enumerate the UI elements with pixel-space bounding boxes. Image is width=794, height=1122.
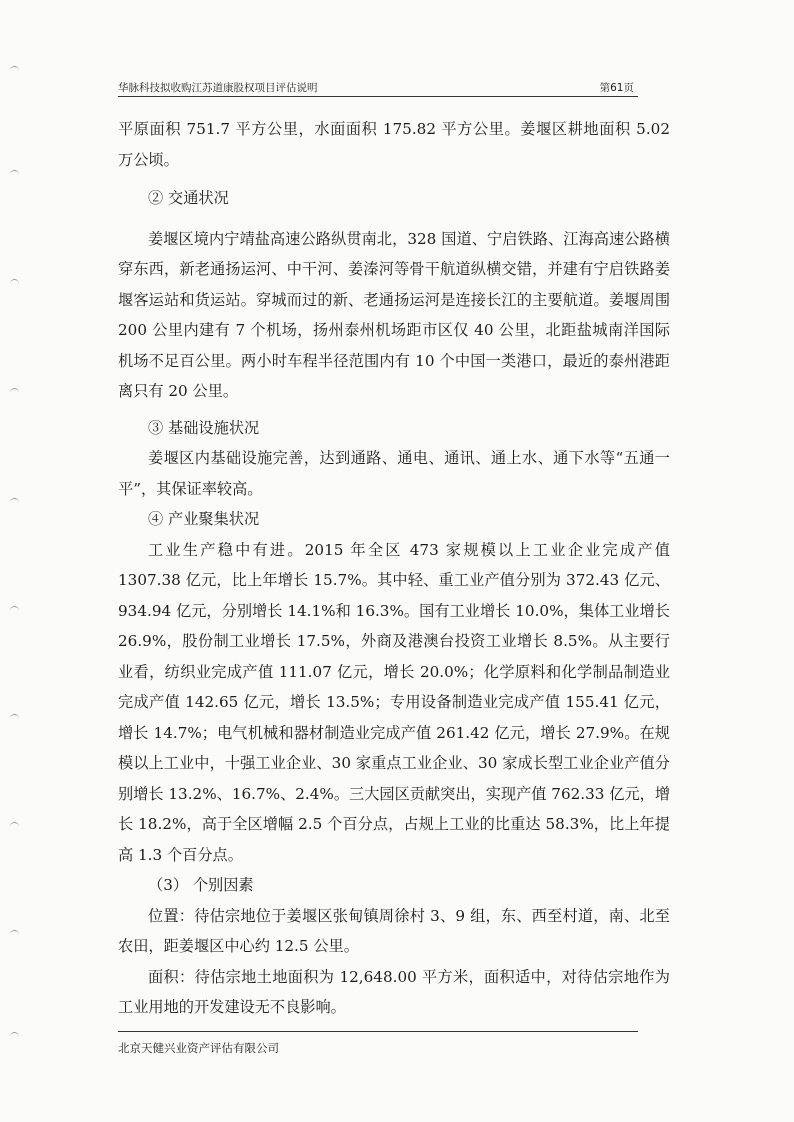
binder-hole — [10, 498, 19, 504]
binder-hole — [10, 388, 19, 394]
page-header — [118, 78, 638, 97]
paragraph-infrastructure: 姜堰区内基础设施完善，达到通路、通电、通讯、通上水、通下水等“五通一平”，其保证率较高。 — [118, 449, 670, 498]
heading-industry: ④ 产业聚集状况 — [148, 510, 260, 528]
binder-hole — [10, 606, 19, 612]
paragraph-transport: 姜堰区境内宁靖盐高速公路纵贯南北，328 国道、宁启铁路、江海高速公路横穿东西，新老通扬运河、中干河、姜溱河等骨干航道纵横交错，并建有宁启铁路姜堰客运站和货运站。穿城而过的新、老通扬运河是连接长江的主要航道。姜堰周围 200 公里内建有 7 个机场，扬州泰州机场距市区仅 40 公里，北距盐城南洋国际机场不足百公里。两小时车程半径范围内有 10 个中国一类港口，最近的泰州港距离只有 20 公里。 — [118, 229, 670, 400]
page-number: 第61页 — [599, 82, 634, 94]
binder-hole — [10, 279, 19, 285]
binder-hole — [10, 1032, 19, 1038]
binder-hole — [10, 170, 19, 176]
heading-infrastructure: ③ 基础设施状况 — [148, 418, 260, 437]
paragraph-industry: 工业生产稳中有进。2015 年全区 473 家规模以上工业企业完成产值 1307.38 亿元，比上年增长 15.7%。其中轻、重工业产值分别为 372.43 亿元、934.94 亿元，分别增长 14.1%和 16.3%。国有工业增长 10.0%，集体工业增长 26.9%，股份制工业增长 17.5%，外商及港澳台投资工业增长 8.5%。从主要行业看，纺织业完成产值 111.07 亿元，增长 20.0%；化学原料和化学制品制造业完成产值 142.65 亿元，增长 13.5%；专用设备制造业完成产值 155.41 亿元，增长 14.7%；电气机械和器材制造业完成产值 261.42 亿元，增长 27.9%。在规模以上工业中，十强工业企业、30 家重点工业企业、30 家成长型工业企业产值分别增长 13.2%、16.7%、2.4%。三大园区贡献突出，实现产值 762.33 亿元，增长 18.2%，高于全区增幅 2.5 个百分点，占规上工业的比重达 58.3%，比上年提高 1.3 个百分点。 — [118, 540, 671, 864]
binder-hole — [10, 822, 19, 828]
page-body — [118, 114, 670, 1023]
binder-hole — [10, 66, 19, 72]
heading-individual-factors: （3） 个别因素 — [148, 876, 254, 894]
document-title: 华脉科技拟收购江苏道康股权项目评估说明 — [118, 82, 318, 94]
paragraph-land-area: 平原面积 751.7 平方公里，水面面积 175.82 平方公里。姜堰区耕地面积 5.02 万公顷。 — [118, 120, 670, 169]
paragraph-location: 位置：待估宗地位于姜堰区张甸镇周徐村 3、9 组，东、西至村道，南、北至农田，距姜堰区中心约 12.5 公里。 — [118, 906, 670, 955]
heading-transport: ② 交通状况 — [148, 189, 229, 207]
page-footer — [118, 1031, 638, 1056]
paragraph-area: 面积：待估宗地土地面积为 12,648.00 平方米，面积适中，对待估宗地作为工业用地的开发建设无不良影响。 — [118, 967, 670, 1016]
binder-hole — [10, 930, 19, 936]
company-name: 北京天健兴业资产评估有限公司 — [118, 1041, 279, 1055]
binder-hole — [10, 714, 19, 720]
